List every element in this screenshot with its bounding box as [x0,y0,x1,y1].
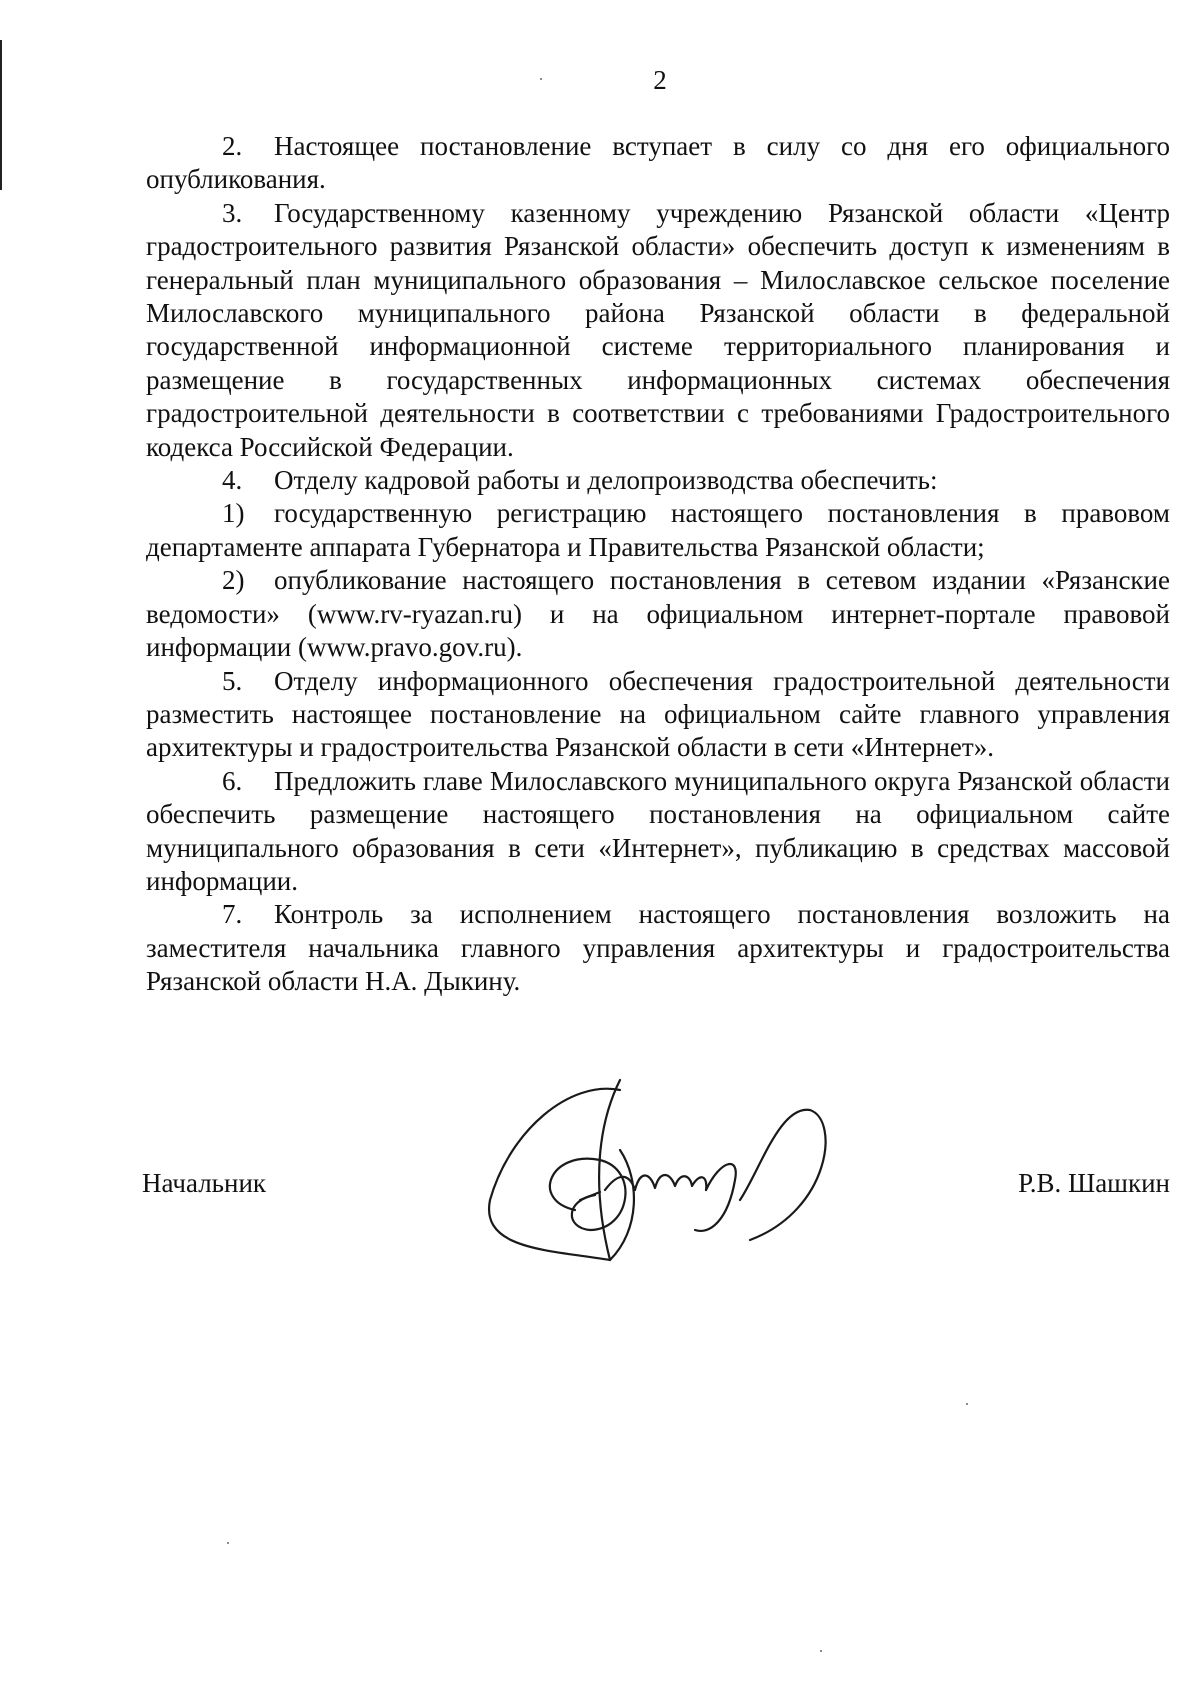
scan-speck [540,78,542,80]
signature-block [142,1167,1170,1217]
paragraph-text: Предложить главе Милославского муниципального округа Рязанской области обеспечить размещение настоящего постановления на официальном сайте муниципального образования в сети «Интернет», публикацию в средствах массовой информации. [146,765,1170,896]
paragraph-text: государственную регистрацию настоящего постановления в правовом департаменте аппарата Губернатора и Правительства Рязанской области; [146,498,1170,562]
paragraph-text: Настоящее постановление вступает в силу со дня его официального опубликования. [146,131,1170,195]
scan-speck [227,1542,229,1544]
paragraph-number: 3. [222,197,243,228]
page-edge-line [0,40,2,190]
subparagraph-2 [146,564,1170,664]
paragraph-6 [146,765,1170,899]
paragraph-number: 4. [222,465,243,496]
paragraph-5 [146,665,1170,765]
paragraph-text: опубликование настоящего постановления в сетевом издании «Рязанские ведомости» (www.rv-ryazan.ru) и на официальном интернет-портале правовой информации (www.pravo.gov.ru). [146,565,1170,663]
paragraph-text: Отделу кадровой работы и делопроизводства обеспечить: [274,465,938,496]
paragraph-number: 5. [222,665,243,696]
paragraph-number: 2) [222,565,245,596]
paragraph-7 [146,898,1170,998]
paragraph-number: 7. [222,899,243,930]
signatory-position: Начальник [142,1168,267,1198]
scan-speck [966,1403,968,1405]
document-body [146,130,1170,999]
subparagraph-1 [146,497,1170,564]
paragraph-number: 1) [222,498,245,529]
paragraph-3 [146,197,1170,464]
signatory-name: Р.В. Шашкин [1018,1168,1170,1198]
scan-speck [820,1650,822,1652]
paragraph-text: Контроль за исполнением настоящего постановления возложить на заместителя начальника главного управления архитектуры и градостроительства Рязанской области Н.А. Дыкину. [146,899,1170,997]
paragraph-4 [146,464,1170,497]
paragraph-2 [146,130,1170,197]
paragraph-number: 6. [222,765,243,796]
paragraph-text: Государственному казенному учреждению Рязанской области «Центр градостроительного развития Рязанской области» обеспечить доступ к изменениям в генеральный план муниципального образования – Милославское сельское поселение Милославского муниципального района Рязанской области в федеральной государственной информационной системе территориального планирования и размещение в государственных информационных системах обеспечения градостроительной деятельности в соответствии с требованиями Градостроительного кодекса Российской Федерации. [146,197,1170,462]
paragraph-text: Отделу информационного обеспечения градостроительной деятельности разместить настоящее постановление на официальном сайте главного управления архитектуры и градостроительства Рязанской области в сети «Интернет». [146,665,1170,763]
page-number: 2 [653,65,667,95]
paragraph-number: 2. [222,131,243,161]
